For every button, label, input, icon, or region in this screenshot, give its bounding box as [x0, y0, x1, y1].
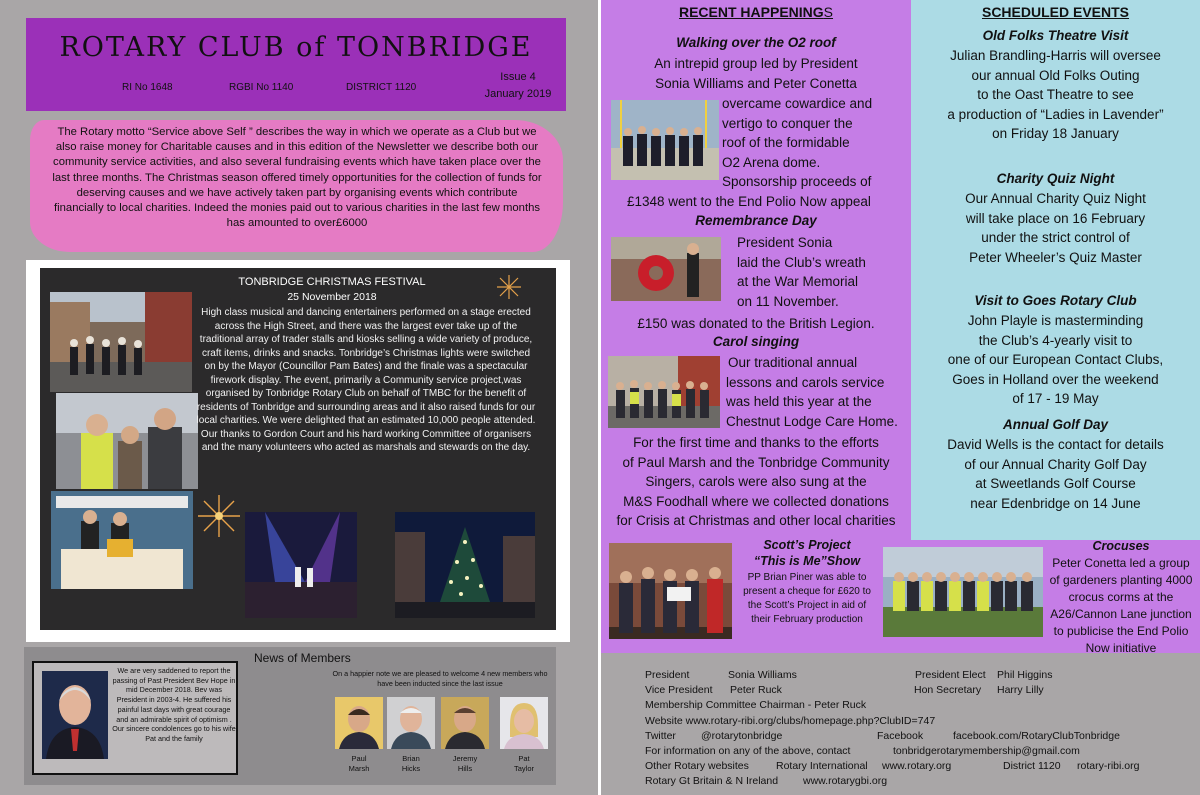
remembrance-heading: Remembrance Day	[695, 213, 817, 228]
footer-row-president: President Sonia Williams President Elect Phil Higgins	[645, 669, 1053, 681]
twitter-link[interactable]: @rotarytonbridge	[701, 729, 783, 742]
issue-number: Issue 4	[500, 71, 536, 83]
remembrance-text: £150 was donated to the British Legion.	[637, 316, 875, 331]
event-goes-visit: Visit to Goes Rotary Club John Playle is masterminding the Club’s 4-yearly visit to one of our European Contact Clubs, Goes in Holland over the weekend of 17 - 19 May	[947, 293, 1164, 407]
member-photo-paul-marsh	[335, 697, 383, 749]
remembrance-text: President Sonia laid the Club’s wreath at the War Memorial on 11 November.	[737, 235, 866, 309]
stage-show-photo	[245, 512, 357, 618]
o2-roof-photo	[611, 100, 719, 180]
o2-text: overcame cowardice and vertigo to conquer the roof of the formidable O2 Arena dome.	[722, 96, 873, 170]
wreath-photo	[611, 237, 721, 301]
event-quiz-night: Charity Quiz Night Our Annual Charity Quiz Night will take place on 16 February under the strict control of Peter Wheeler’s Quiz Master	[965, 171, 1146, 265]
high-street-band-photo	[50, 292, 192, 392]
carol-singers-photo	[608, 356, 720, 428]
news-heading: News of Members	[254, 651, 351, 665]
carol-heading: Carol singing	[712, 334, 800, 349]
scheduled-events-heading: SCHEDULED EVENTS	[981, 4, 1130, 20]
district-number: DISTRICT 1120	[346, 82, 417, 93]
club-name-title: ROTARY CLUB of TONBRIDGE	[59, 32, 533, 63]
district-site-link[interactable]: rotary-ribi.org	[1077, 760, 1140, 773]
footer-row-vice: Vice President Peter Ruck Hon Secretary Harry Lilly	[645, 684, 1044, 697]
christmas-lights-photo	[395, 512, 535, 618]
intro-text: The Rotary motto “Service above Self ” describes the way in which we operate as a Club but we also raise money for Charitable causes and in this edition of the Newsletter we describe both our community service activities, and also several fundraising events which have taken place over the last three months. The Christmas season offered timely opportunities for the collection of funds for deserving causes and we have actively taken part by organising events which contribute financially to local charities. Indeed the monies paid out to various charities in the last few months has amounted to over£6000	[52, 126, 542, 230]
welcome-text: On a happier note we are pleased to welcome 4 new members who have been inducted since the last issue	[332, 669, 548, 688]
carol-text: Our traditional annual lessons and carols service was held this year at the Chestnut Lodge Care Home.	[726, 355, 898, 429]
obituary-text: We are very saddened to report the passing of Past President Bev Hope in mid December 2018. Bev was President in 2003-4. He suffered his painful last days with great courage and an admirable spirit of optimism . Our sincere condolences go to his wife Pat and the family	[112, 666, 236, 743]
footer-row-website	[645, 714, 1185, 729]
member-photo-pat-taylor	[500, 697, 548, 749]
issue-date: January 2019	[484, 88, 552, 100]
event-old-folks: Old Folks Theatre Visit Julian Brandling-Harris will oversee our annual Old Folks Outing to the Oast Theatre to see a production of “Ladies in Lavender” on Friday 18 January	[947, 28, 1164, 142]
o2-text: An intrepid group led by President Sonia Williams and Peter Conetta	[654, 56, 858, 91]
club-website-link[interactable]: Website www.rotary-ribi.org/clubs/homepage.php?ClubID=747	[645, 714, 936, 727]
ri-number: RI No 1648	[122, 82, 173, 93]
scotts-project-heading: Scott’s Project “This is Me”Show	[753, 538, 861, 568]
festival-title: TONBRIDGE CHRISTMAS FESTIVAL	[238, 276, 426, 288]
o2-text: Sponsorship proceeds of £1348 went to the End Polio Now appeal	[627, 174, 872, 209]
carol-text: For the first time and thanks to the efforts of Paul Marsh and the Tonbridge Community Singers, carols were also sung at the M&S Foodhall where we collected donations for Crisis at Christmas and other local charities	[616, 435, 896, 529]
footer-row-social: Twitter @rotarytonbridge Facebook facebook.com/RotaryClubTonbridge	[645, 729, 1185, 744]
rotary-international-link[interactable]: www.rotary.org	[882, 760, 952, 773]
footer-row-gb: Rotary Gt Britain & N Ireland www.rotarygbi.org	[645, 774, 1185, 789]
o2-heading: Walking over the O2 roof	[676, 35, 836, 50]
member-photo-brian-hicks	[387, 697, 435, 749]
member-photo-jeremy-hills	[441, 697, 489, 749]
sparkle-icon	[496, 274, 522, 300]
member-name: Paul Marsh	[348, 754, 370, 773]
member-name: Brian Hicks	[401, 754, 421, 773]
issue-info	[478, 69, 558, 103]
recent-happenings-heading: RECENT HAPPENINGS	[678, 4, 834, 20]
rotary-gbi-link[interactable]: www.rotarygbi.org	[803, 775, 888, 788]
scotts-project-text: PP Brian Piner was able to present a cheque for £620 to the Scott’s Project in aid of their February production	[743, 572, 871, 625]
masthead	[26, 18, 566, 111]
scotts-project-photo	[609, 543, 732, 639]
facebook-link[interactable]: facebook.com/RotaryClubTonbridge	[953, 729, 1120, 742]
footer-row-info: For information on any of the above, contact tonbridgerotarymembership@gmail.com	[645, 744, 1185, 759]
footer-row-other-sites: Other Rotary websites Rotary International www.rotary.org District 1120 rotary-ribi.org	[645, 759, 1185, 774]
bev-hope-portrait	[42, 671, 108, 759]
rgbi-number: RGBI No 1140	[229, 82, 294, 93]
membership-email-link[interactable]: tonbridgerotarymembership@gmail.com	[893, 744, 1080, 757]
firework-icon	[196, 493, 242, 539]
event-golf-day: Annual Golf Day David Wells is the contact for details of our Annual Charity Golf Day at Sweetlands Golf Course near Edenbridge on 14 June	[947, 417, 1164, 511]
rotary-stall-photo	[51, 491, 193, 589]
crocuses-heading: Crocuses	[1092, 539, 1150, 553]
member-name: Jeremy Hills	[452, 754, 478, 773]
contacts-list	[645, 668, 1185, 790]
volunteers-photo	[56, 393, 198, 489]
member-name: Pat Taylor	[513, 754, 534, 773]
crocus-planting-photo	[883, 547, 1043, 637]
festival-text: High class musical and dancing entertainers performed on a stage erected across the High Street, and there was the largest ever take up of the traditional array of trader stalls and kiosks selling a wide variety of produce, craft items, drinks and snacks. Tonbridge’s Christmas lights were switched on by the Mayor (Councillor Pam Bates) and the finale was a spectacular firework display. The event, primarily a Community service project,was organised by Tonbridge Rotary Club on behalf of TMBC for the benefit of residents of Tonbridge and surrounding areas and it also raised funds for our local charities. We were delighted that an estimated 10,000 people attended. Our thanks to Gordon Court and his hard working Committee of organisers and the many volunteers who acted as marshals and stewards on the day.	[196, 307, 536, 453]
festival-date: 25 November 2018	[287, 291, 377, 303]
crocuses-text: Peter Conetta led a group of gardeners planting 4000 crocus corms at the A26/Cannon Lane junction to publicise the End Polio Now initiative	[1049, 556, 1193, 655]
footer-row-membership: Membership Committee Chairman - Peter Ruck	[645, 699, 867, 712]
